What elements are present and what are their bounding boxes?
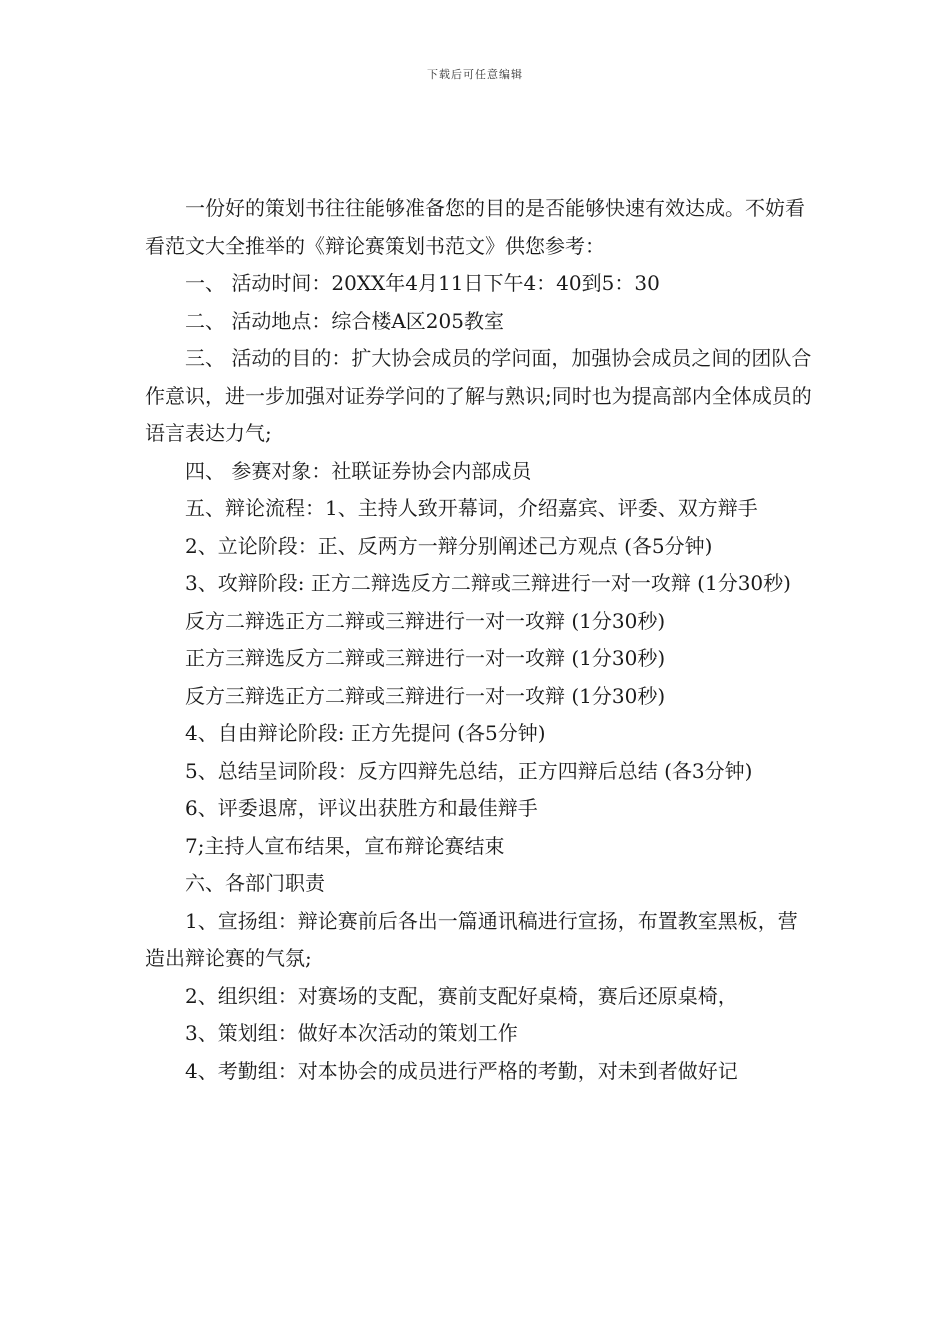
duty-attendance: 4、考勤组：对本协会的成员进行严格的考勤，对未到者做好记 bbox=[185, 1058, 738, 1083]
cross-exam-line-2: 正方三辩选反方二辩或三辩进行一对一攻辩 (1分30秒) bbox=[185, 646, 666, 670]
activity-purpose: 三、 活动的目的：扩大协会成员的学问面，加强协会成员之间的团队合作意识，进一步加强对证券学问的了解与熟识;同时也为提高部内全体成员的语言表达力气; bbox=[145, 346, 812, 445]
debate-process-step-1: 五、辩论流程：1、主持人致开幕词，介绍嘉宾、评委、双方辩手 bbox=[185, 496, 758, 520]
duty-planning: 3、策划组：做好本次活动的策划工作 bbox=[185, 1021, 518, 1045]
activity-time: 一、 活动时间：20XX年4月11日下午4：40到5：30 bbox=[185, 271, 660, 295]
section-heading-duties: 六、各部门职责 bbox=[185, 871, 325, 895]
page-header-note: 下载后可任意编辑 bbox=[427, 68, 523, 81]
debate-process-step-6: 6、评委退席，评议出获胜方和最佳辩手 bbox=[185, 796, 538, 820]
document-body bbox=[145, 190, 815, 1090]
cross-exam-line-1: 反方二辩选正方二辩或三辩进行一对一攻辩 (1分30秒) bbox=[185, 608, 666, 633]
debate-process-step-5: 5、总结呈词阶段：反方四辩先总结，正方四辩后总结 (各3分钟) bbox=[185, 758, 753, 783]
debate-process-step-2: 2、立论阶段：正、反两方一辩分别阐述己方观点 (各5分钟) bbox=[185, 533, 713, 558]
duty-organization: 2、组织组：对赛场的支配，赛前支配好桌椅，赛后还原桌椅， bbox=[185, 983, 738, 1008]
intro-paragraph: 一份好的策划书往往能够准备您的目的是否能够快速有效达成。不妨看看范文大全推举的《辩论赛策划书范文》供您参考： bbox=[145, 196, 805, 258]
cross-exam-line-3: 反方三辩选正方二辩或三辩进行一对一攻辩 (1分30秒) bbox=[185, 683, 666, 708]
debate-process-step-7: 7;主持人宣布结果，宣布辩论赛结束 bbox=[185, 833, 505, 858]
activity-location: 二、 活动地点：综合楼A区205教室 bbox=[185, 308, 504, 333]
duty-publicity: 1、宣扬组：辩论赛前后各出一篇通讯稿进行宣扬，布置教室黑板，营造出辩论赛的气氛; bbox=[145, 908, 798, 970]
debate-process-step-4: 4、自由辩论阶段: 正方先提问 (各5分钟) bbox=[185, 721, 546, 745]
debate-process-step-3: 3、攻辩阶段: 正方二辩选反方二辩或三辩进行一对一攻辩 (1分30秒) bbox=[185, 571, 791, 595]
participants: 四、 参赛对象：社联证券协会内部成员 bbox=[185, 458, 532, 483]
